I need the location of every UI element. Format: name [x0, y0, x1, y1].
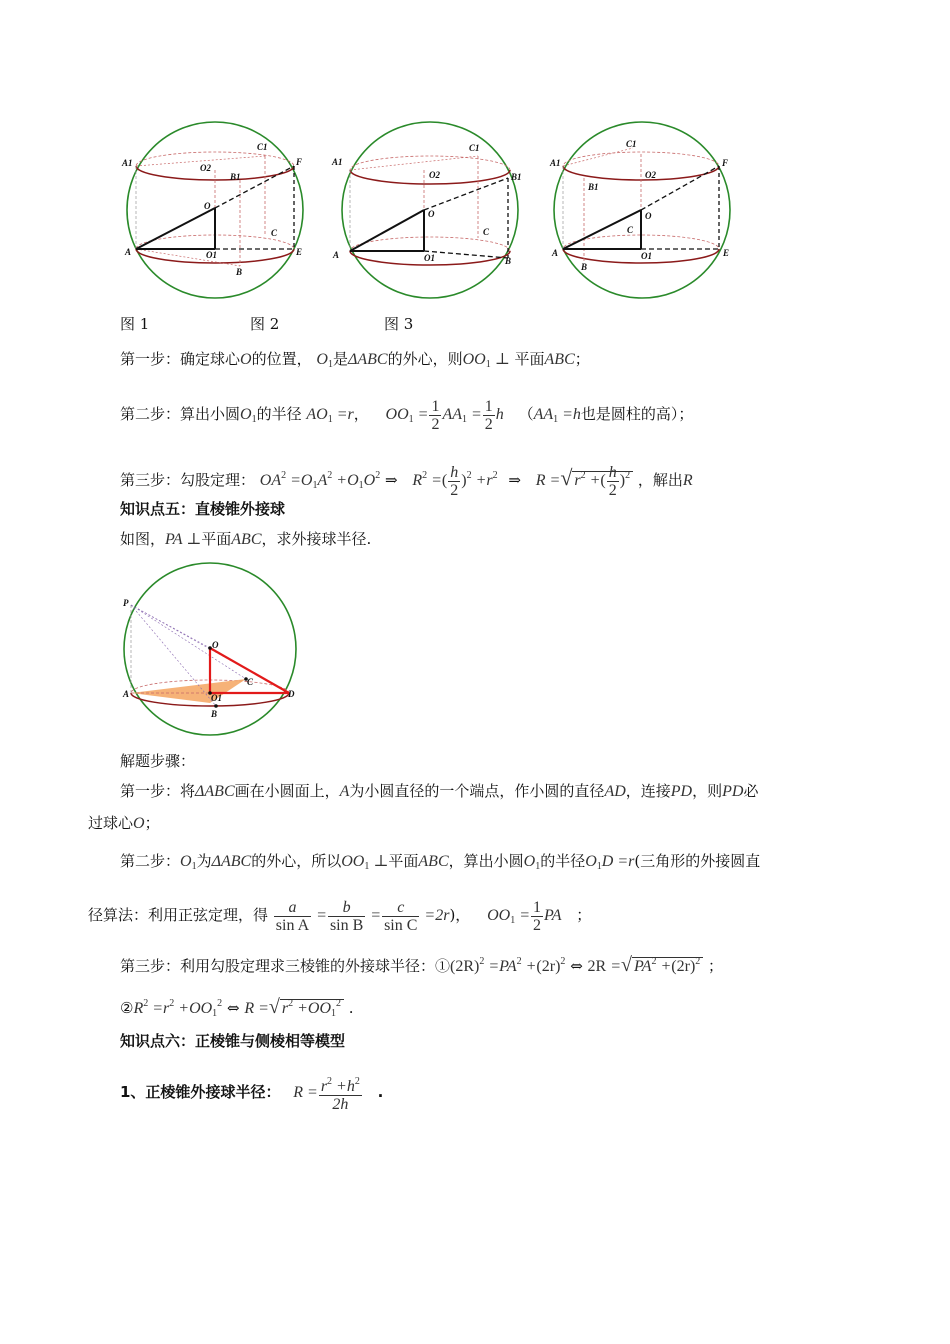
s4-step3: 第三步：勾股定理： $OA^2 =O_1A^2 +O_1O^2$ ⇒ $R^2$ =( $\frac{h}{2}$ )$^2 +r^2$ ⇒ R =√ $r^2$ +( $\frac{h}{2}$ )$^2$ ，解出R	[120, 463, 693, 499]
fig1-label: O	[204, 201, 211, 211]
fig3-label: O	[645, 211, 652, 221]
fig2-label: C	[483, 227, 490, 237]
fig2-label: O1	[424, 253, 435, 263]
s4-step2: 第二步：算出小圆$O_1$的半径 $AO_1 =r$， $OO_1$ = $\frac{1}{2}$ $AA_1$ = $\frac{1}{2}$ h （$AA_1 =h$也是圆柱的高）；	[120, 397, 694, 433]
fig2-label: A	[333, 250, 340, 260]
figure-4	[118, 560, 303, 740]
figure-3	[546, 118, 746, 303]
figure-caption: 图 2	[250, 315, 280, 333]
fig1-label: F	[296, 157, 303, 167]
fig3-label: A1	[550, 158, 561, 168]
section6-heading: 知识点六：正棱锥与侧棱相等模型	[120, 1032, 346, 1050]
fig4-label: A	[123, 689, 130, 699]
fig3-label: C	[627, 225, 634, 235]
fig1-label: B1	[230, 172, 241, 182]
fig2-label: O2	[429, 170, 440, 180]
fig2-label: B	[505, 256, 512, 266]
fig3-label: B1	[588, 182, 599, 192]
fig2-label: O	[428, 209, 435, 219]
fig1-label: C	[271, 228, 278, 238]
fig4-label: D	[288, 689, 295, 699]
fig3-label: A	[552, 248, 559, 258]
fig3-label: F	[722, 158, 729, 168]
s5-steps-title: 解题步骤：	[120, 752, 196, 770]
fig1-label: O1	[206, 250, 217, 260]
fig1-label: C1	[257, 142, 268, 152]
fig3-label: B	[581, 262, 588, 272]
s5-step2-cont: 径算法：利用正弦定理，得 $\frac{a}{\text{sin A}}$ = $\frac{b}{\text{sin B}}$ = $\frac{c}{\text{sin C}}$ =2r)， $OO_1$ = $\frac{1}{2}$ PA ；	[88, 898, 592, 934]
figure-caption: 图 1	[120, 315, 150, 333]
s5-step1-cont: 过球心O；	[88, 814, 160, 832]
fig2-label: A1	[332, 157, 343, 167]
s5-step2: 第二步：$O_1$为ΔABC的外心，所以$OO_1$ ⊥平面ABC，算出小圆$O_1$的半径$O_1D =r$(三角形的外接圆直	[120, 852, 761, 872]
fig3-label: E	[723, 248, 730, 258]
figure-1	[120, 118, 310, 303]
figure-caption: 图 3	[384, 315, 414, 333]
fig4-label: P	[123, 598, 129, 608]
fig1-label: O2	[200, 163, 211, 173]
fig1-label: A1	[122, 158, 133, 168]
fig1-label: B	[236, 267, 243, 277]
s5-step3-cont: $②R^2 =r^2 +OO_1^2$ ⇔ R =√ $r^2 +OO_1^2$ .	[120, 996, 354, 1019]
figure-2	[326, 118, 526, 303]
fig3-label: O2	[645, 170, 656, 180]
fig4-label: C	[247, 677, 254, 687]
section5-heading: 知识点五：直棱锥外接球	[120, 500, 286, 518]
fig1-label: A	[125, 247, 132, 257]
fig2-label: B1	[511, 172, 522, 182]
s4-step1: 第一步：确定球心O的位置， $O_1$是ΔABC的外心，则$OO_1$ ⊥ 平面ABC；	[120, 350, 590, 370]
fig4-label: O	[212, 640, 219, 650]
fig1-label: E	[296, 247, 303, 257]
fig3-label: O1	[641, 251, 652, 261]
fig2-label: C1	[469, 143, 480, 153]
s5-intro: 如图，PA ⊥平面ABC，求外接球半径.	[120, 530, 372, 548]
s5-step1: 第一步：将ΔABC画在小圆面上，A为小圆直径的一个端点，作小圆的直径AD，连接PD，则PD必	[120, 782, 759, 800]
s6-item1: 1、正棱锥外接球半径： R = $\frac{r^2 +h^2}{2h}$ .	[120, 1062, 383, 1123]
s5-step3: 第三步：利用勾股定理求三棱锥的外接球半径：$①(2R)^2 =PA^2 +(2r)^2$ ⇔ 2R =√ $PA^2 +(2r)^2$ ；	[120, 954, 724, 976]
fig4-label: O1	[211, 693, 222, 703]
fig4-label: B	[211, 709, 218, 719]
fig3-label: C1	[626, 139, 637, 149]
